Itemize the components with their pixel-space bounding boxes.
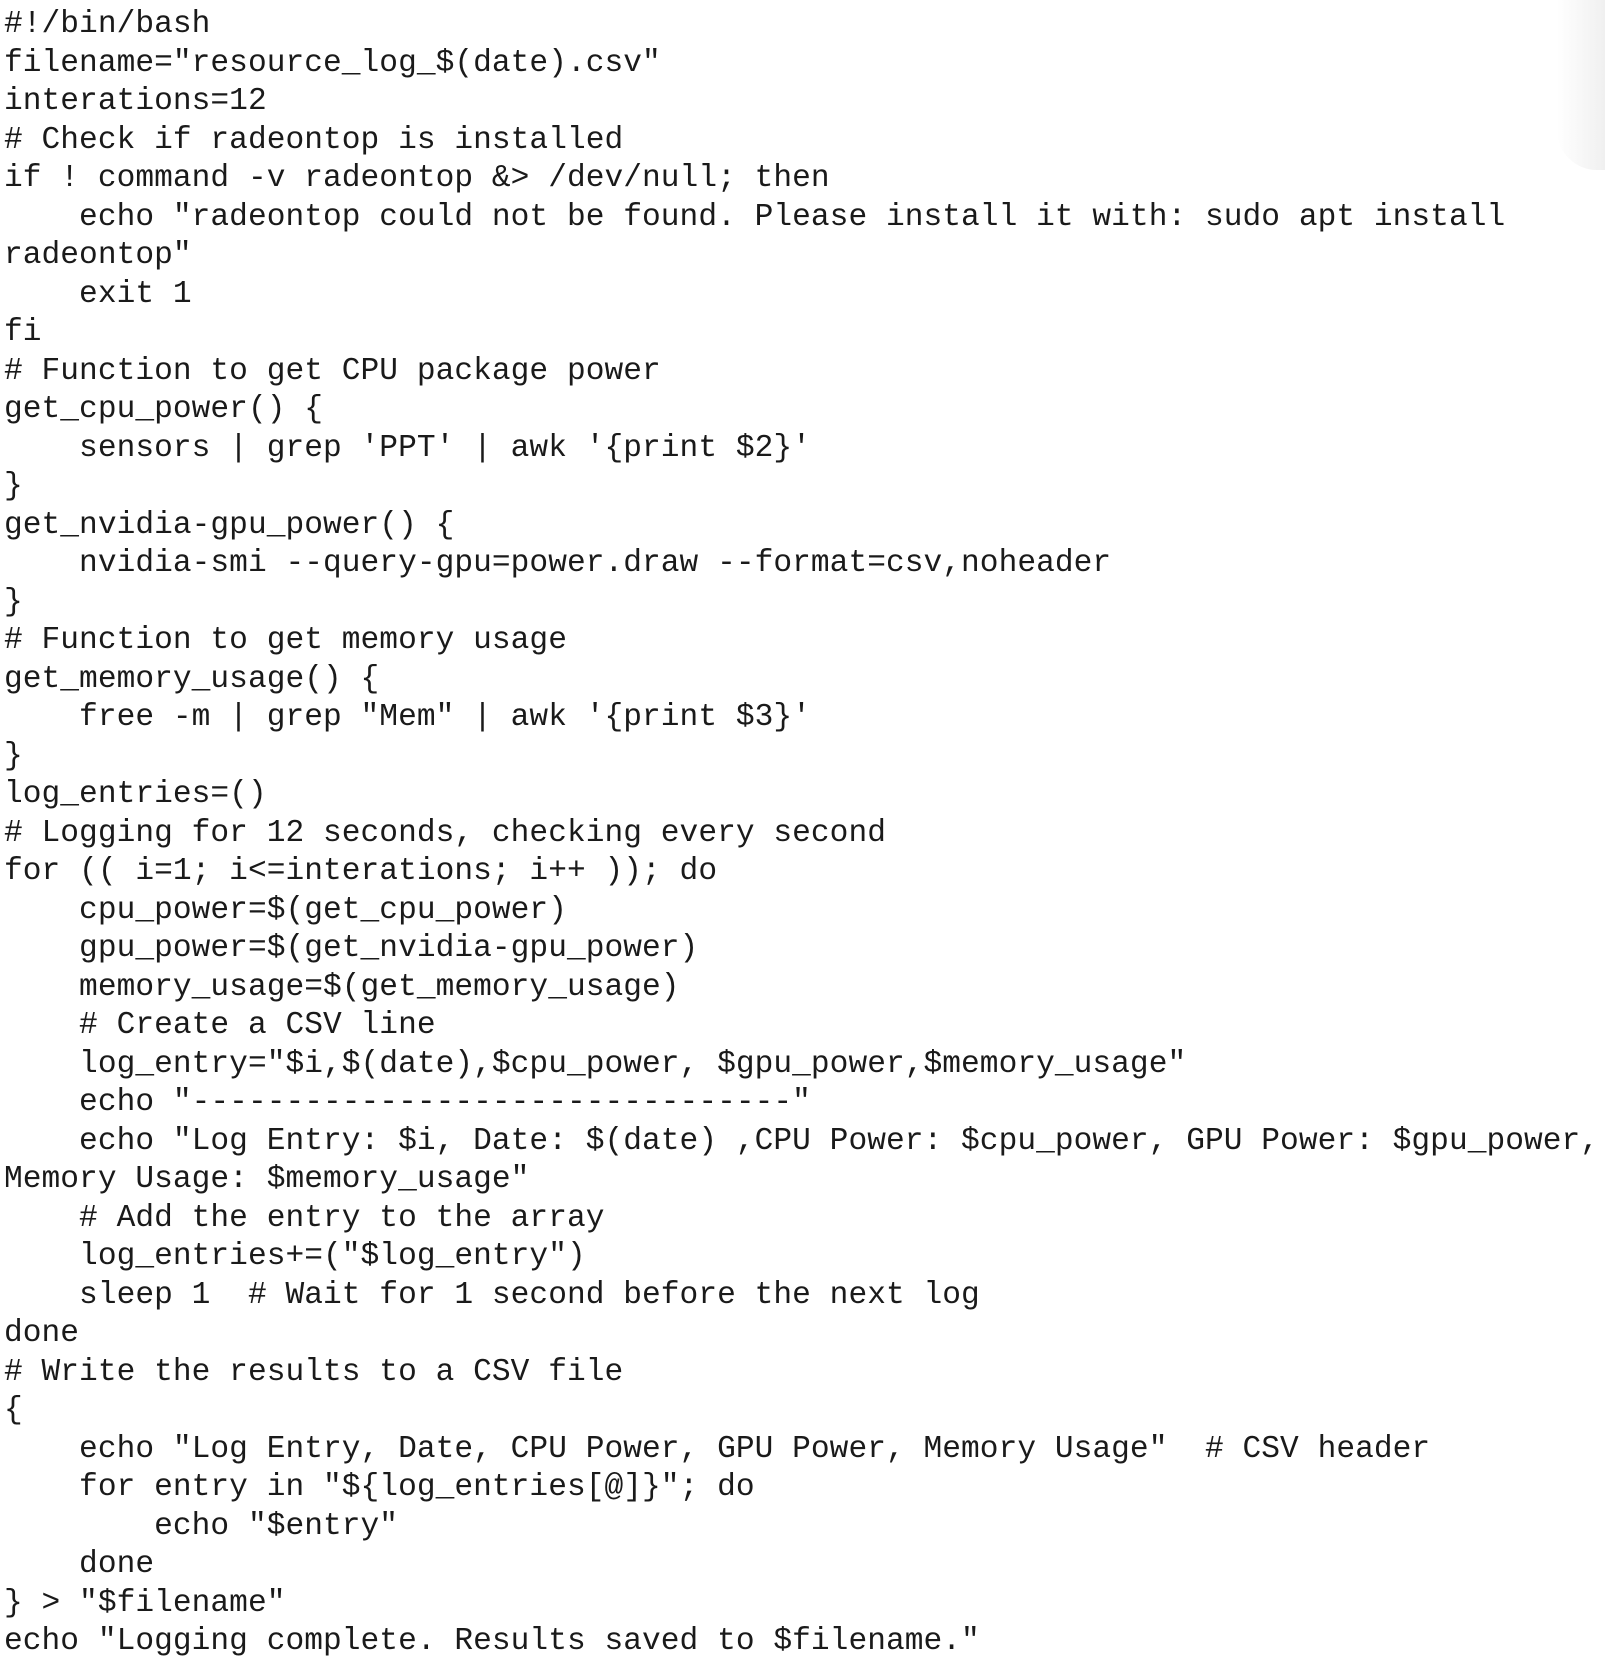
code-line: free -m | grep "Mem" | awk '{print $3}' bbox=[4, 700, 811, 735]
code-line: log_entries+=("$log_entry") bbox=[4, 1239, 586, 1274]
code-line: } bbox=[4, 738, 23, 774]
code-line: #!/bin/bash bbox=[4, 7, 211, 42]
code-line: sensors | grep 'PPT' | awk '{print $2}' bbox=[4, 430, 811, 466]
code-line: exit 1 bbox=[4, 276, 192, 312]
code-line: nvidia-smi --query-gpu=power.draw --format=csv,noheader bbox=[4, 546, 1112, 581]
code-line: echo "Logging complete. Results saved to $filename." bbox=[4, 1624, 980, 1659]
code-line: fi bbox=[4, 315, 42, 350]
code-line: } > "$filename" bbox=[4, 1585, 286, 1621]
code-line: gpu_power=$(get_nvidia-gpu_power) bbox=[4, 931, 699, 966]
code-block bbox=[4, 6, 1604, 1662]
code-line: get_nvidia-gpu_power() { bbox=[4, 507, 455, 543]
code-line: echo "$entry" bbox=[4, 1508, 399, 1544]
code-line: sleep 1 # Wait for 1 second before the next log bbox=[4, 1277, 980, 1313]
code-line: } bbox=[4, 584, 23, 620]
code-line: radeontop" bbox=[4, 238, 192, 273]
code-line: filename="resource_log_$(date).csv" bbox=[4, 45, 661, 81]
page-edge-shadow bbox=[1557, 0, 1605, 170]
code-line: # Write the results to a CSV file bbox=[4, 1354, 624, 1390]
code-line: for (( i=1; i<=interations; i++ )); do bbox=[4, 854, 718, 889]
code-line: echo "Log Entry, Date, CPU Power, GPU Power, Memory Usage" # CSV header bbox=[4, 1431, 1431, 1467]
code-line: echo "--------------------------------" bbox=[4, 1085, 811, 1120]
code-line: memory_usage=$(get_memory_usage) bbox=[4, 969, 680, 1005]
code-line: cpu_power=$(get_cpu_power) bbox=[4, 892, 567, 928]
code-line: } bbox=[4, 469, 23, 504]
code-line: # Create a CSV line bbox=[4, 1008, 436, 1043]
code-line: # Logging for 12 seconds, checking every second bbox=[4, 815, 886, 851]
code-line: for entry in "${log_entries[@]}"; do bbox=[4, 1470, 755, 1505]
code-line: log_entry="$i,$(date),$cpu_power, $gpu_power,$memory_usage" bbox=[4, 1046, 1187, 1082]
code-line: done bbox=[4, 1547, 155, 1582]
code-line: done bbox=[4, 1316, 80, 1351]
code-line: echo "radeontop could not be found. Please install it with: sudo apt install bbox=[4, 199, 1506, 235]
code-line: # Function to get memory usage bbox=[4, 623, 567, 658]
code-line: get_memory_usage() { bbox=[4, 661, 380, 697]
code-line: { bbox=[4, 1393, 23, 1428]
code-line: # Add the entry to the array bbox=[4, 1200, 605, 1236]
code-line: Memory Usage: $memory_usage" bbox=[4, 1162, 530, 1197]
code-line: get_cpu_power() { bbox=[4, 392, 324, 427]
code-line: echo "Log Entry: $i, Date: $(date) ,CPU Power: $cpu_power, GPU Power: $gpu_power, bbox=[4, 1123, 1600, 1159]
code-line: # Function to get CPU package power bbox=[4, 353, 661, 389]
code-line: # Check if radeontop is installed bbox=[4, 122, 624, 158]
code-line: log_entries=() bbox=[4, 777, 267, 812]
code-line: if ! command -v radeontop &> /dev/null; then bbox=[4, 161, 830, 196]
code-line: interations=12 bbox=[4, 84, 267, 119]
